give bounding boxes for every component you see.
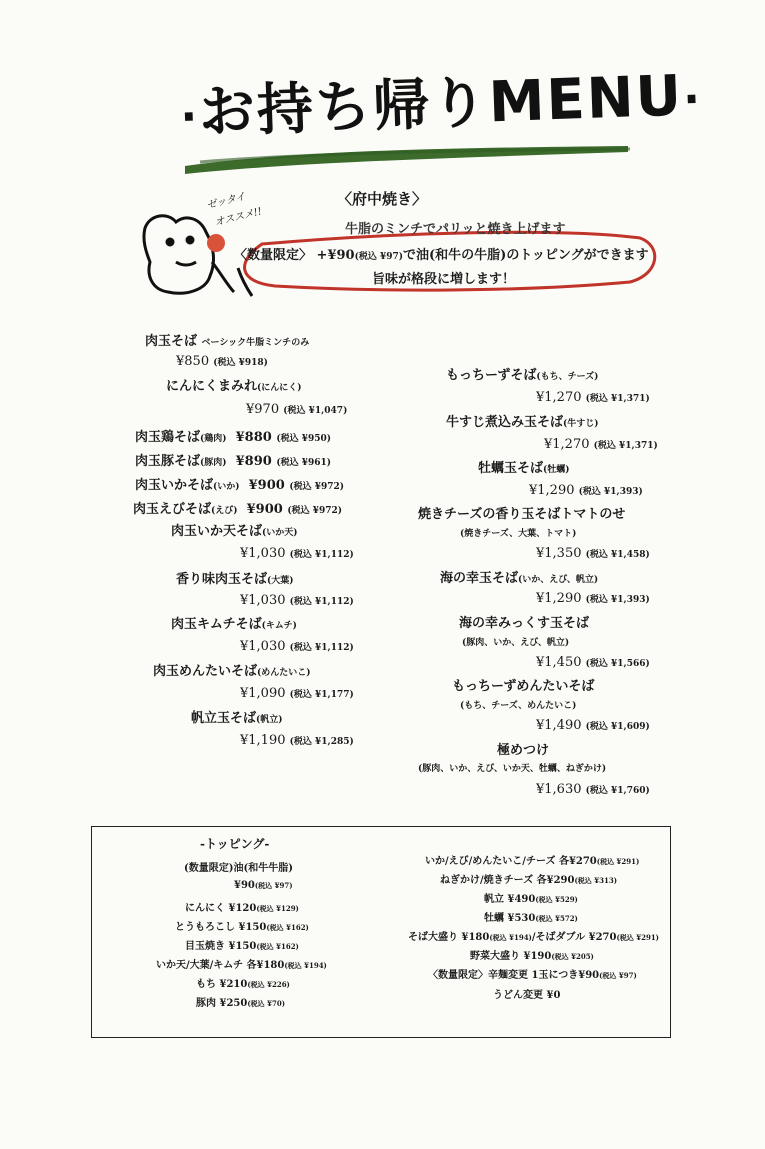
topping-item: にんにく ¥120(税込 ¥129) — [185, 903, 299, 914]
menu-item-price: ¥850 (税込 ¥918) — [176, 354, 268, 369]
menu-item-name: もっちーずそば(もち、チーズ) — [446, 368, 599, 383]
menu-item-sub: (豚肉、いか、えび、いか天、牡蠣、ねぎかけ) — [418, 764, 607, 774]
menu-item-price: ¥1,490 (税込 ¥1,609) — [536, 718, 650, 733]
menu-item-name: 帆立玉そば(帆立) — [191, 711, 283, 726]
menu-item-price: ¥1,270 (税込 ¥1,371) — [536, 390, 650, 405]
menu-item-row: 肉玉えびそば(えび) ¥900 (税込 ¥972) — [133, 502, 343, 517]
title-text: お持ち帰りMENU — [197, 63, 685, 146]
menu-item-sub: (豚肉、いか、えび、帆立) — [462, 638, 570, 648]
toppings-title: -トッピング- — [200, 837, 270, 851]
topping-item: ねぎかけ/焼きチーズ 各¥290(税込 ¥313) — [440, 875, 618, 886]
menu-item-price: ¥1,450 (税込 ¥1,566) — [536, 655, 650, 670]
menu-item-price: ¥970 (税込 ¥1,047) — [246, 402, 348, 417]
menu-item-name: 肉玉いか天そば(いか天) — [171, 524, 298, 539]
menu-item-row: 肉玉鶏そば(鶏肉) ¥880 (税込 ¥950) — [135, 430, 332, 445]
menu-item-row: 肉玉豚そば(豚肉) ¥890 (税込 ¥961) — [135, 454, 332, 469]
menu-item-price: ¥1,190 (税込 ¥1,285) — [240, 733, 354, 748]
topping-item: 牡蠣 ¥530(税込 ¥572) — [484, 913, 578, 924]
recommend-note: ゼッタイ — [205, 191, 247, 212]
menu-item-price: ¥1,290 (税込 ¥1,393) — [536, 591, 650, 606]
menu-item-name: 肉玉そば ベーシック牛脂ミンチのみ — [145, 334, 310, 349]
menu-item-name: にんにくまみれ(にんにく) — [166, 379, 302, 394]
menu-item-name: 牡蠣玉そば(牡蠣) — [478, 461, 570, 476]
menu-item-row: 肉玉いかそば(いか) ¥900 (税込 ¥972) — [135, 478, 345, 493]
menu-item-name: 肉玉キムチそば(キムチ) — [171, 617, 297, 632]
menu-item-sub: (もち、チーズ、めんたいこ) — [460, 701, 577, 711]
topping-item: もち ¥210(税込 ¥226) — [196, 979, 290, 990]
menu-item-price: ¥1,090 (税込 ¥1,177) — [240, 686, 354, 701]
menu-item-name: もっちーずめんたいそば — [452, 679, 595, 694]
menu-item-name: 肉玉めんたいそば(めんたいこ) — [153, 664, 311, 679]
topping-item: 目玉焼き ¥150(税込 ¥162) — [185, 941, 299, 952]
topping-item: ¥90(税込 ¥97) — [234, 880, 293, 891]
topping-item: 野菜大盛り ¥190(税込 ¥205) — [470, 951, 594, 962]
topping-item: いか/えび/めんたいこ/チーズ 各¥270(税込 ¥291) — [425, 856, 640, 867]
menu-item-name: 牛すじ煮込み玉そば(牛すじ) — [446, 415, 599, 430]
limited-topping-note: 〈数量限定〉 +¥90(税込 ¥97)で油(和牛の牛脂)のトッピングができます — [234, 248, 649, 263]
menu-item-name: 焼きチーズの香り玉そばトマトのせ — [418, 507, 626, 522]
menu-item-price: ¥1,290 (税込 ¥1,393) — [529, 483, 643, 498]
topping-item: うどん変更 ¥0 — [493, 990, 561, 1001]
topping-item: (数量限定)油(和牛牛脂) — [184, 863, 293, 874]
topping-item: いか天/大葉/キムチ 各¥180(税込 ¥194) — [156, 960, 327, 971]
limited-topping-note-2: 旨味が格段に増します！ — [372, 272, 516, 287]
fuchu-description: 牛脂のミンチでパリッと焼き上げます — [345, 222, 566, 237]
topping-item: 帆立 ¥490(税込 ¥529) — [484, 894, 578, 905]
topping-item: 豚肉 ¥250(税込 ¥70) — [196, 998, 286, 1009]
red-dot — [207, 234, 225, 252]
menu-item-price: ¥1,030 (税込 ¥1,112) — [240, 639, 354, 654]
fuchu-title: 〈府中焼き〉 — [337, 190, 428, 208]
menu-item-sub: (焼きチーズ、大葉、トマト) — [460, 529, 577, 539]
menu-item-price: ¥1,030 (税込 ¥1,112) — [240, 546, 354, 561]
menu-item-price: ¥1,030 (税込 ¥1,112) — [240, 593, 354, 608]
menu-item-name: 極めつけ — [497, 743, 550, 758]
menu-item-price: ¥1,630 (税込 ¥1,760) — [536, 782, 650, 797]
recommend-note-2: オススメ!! — [213, 206, 264, 229]
topping-item: 〈数量限定〉辛麺変更 1玉につき¥90(税込 ¥97) — [428, 970, 637, 981]
menu-item-name: 香り味肉玉そば(大葉) — [176, 572, 294, 587]
menu-item-name: 海の幸みっくす玉そば — [459, 616, 590, 631]
topping-item: そば大盛り ¥180(税込 ¥194)/そばダブル ¥270(税込 ¥291) — [408, 932, 659, 943]
topping-item: とうもろこし ¥150(税込 ¥162) — [175, 922, 309, 933]
page-title: ·お持ち帰りMENU· — [179, 63, 703, 146]
menu-item-name: 海の幸玉そば(いか、えび、帆立) — [440, 571, 599, 586]
menu-item-price: ¥1,270 (税込 ¥1,371) — [544, 437, 658, 452]
menu-item-price: ¥1,350 (税込 ¥1,458) — [536, 546, 650, 561]
